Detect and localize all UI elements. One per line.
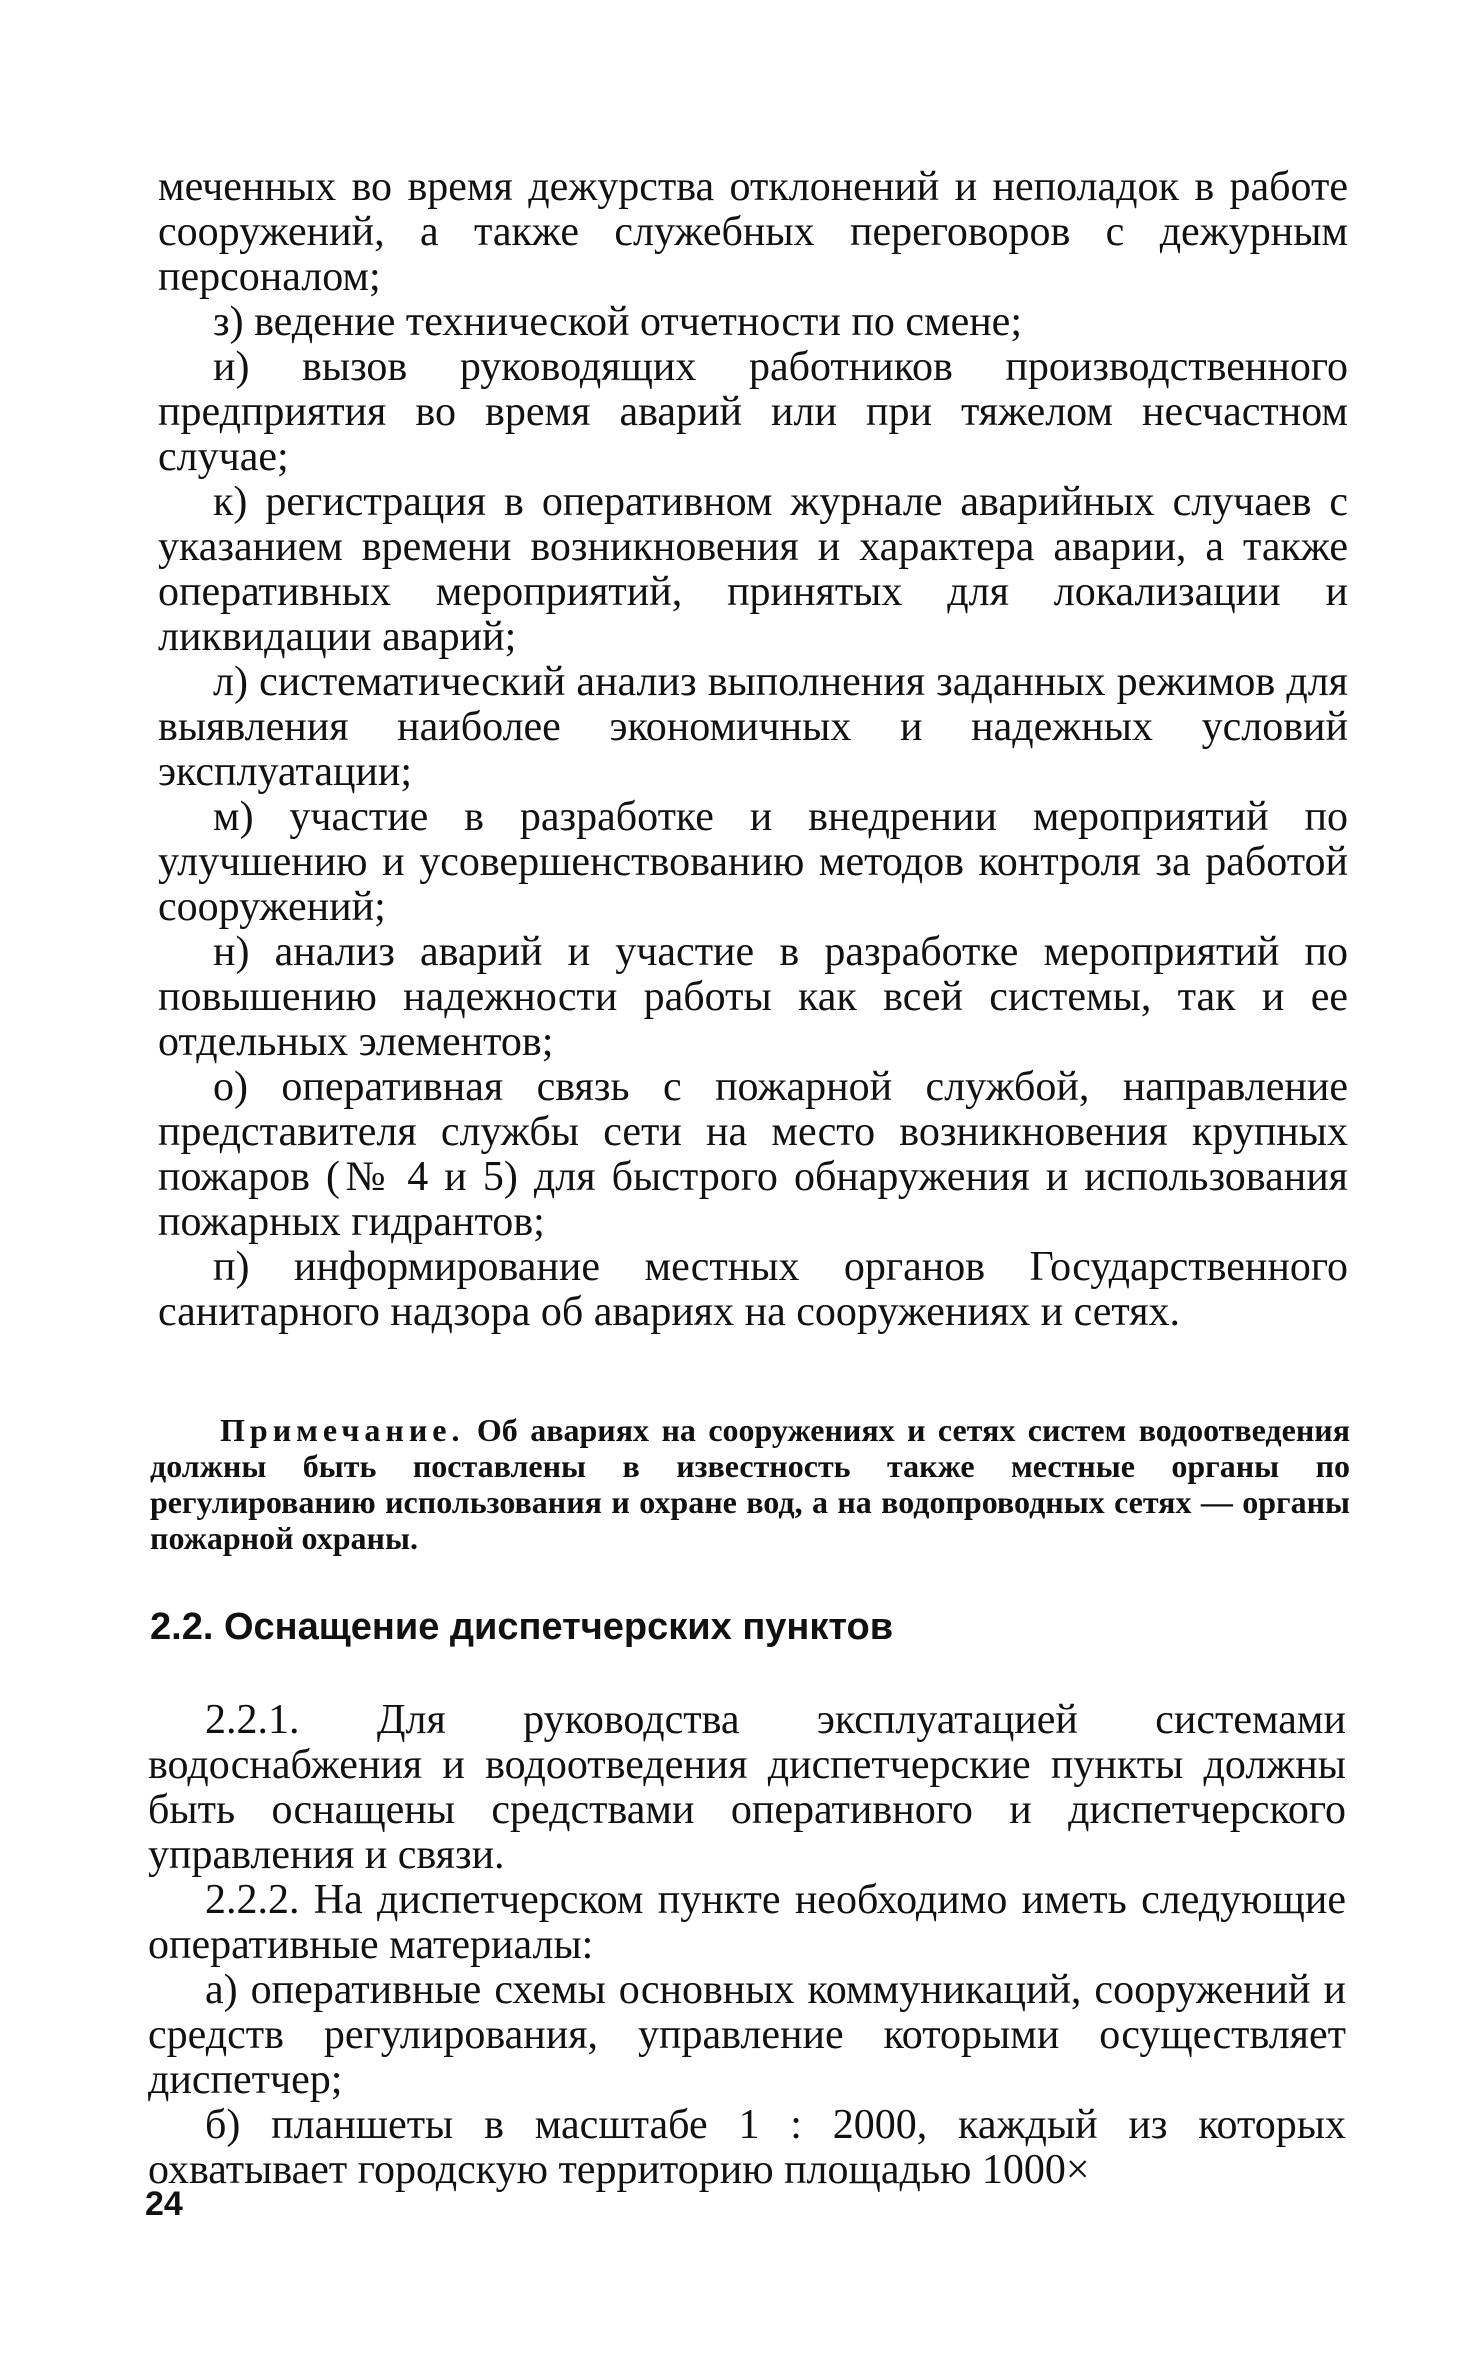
list-item-l: л) систематический анализ выполнения заданных режимов для выявления наиболее экономичных и надежных условий эксплуатации; xyxy=(158,659,1348,795)
list-item-n: н) анализ аварий и участие в разработке мероприятий по повышению надежности работы как всей системы, так и ее отдельных элементов; xyxy=(158,929,1348,1065)
section-list-item-a: а) оперативные схемы основных коммуникаций, сооружений и средств регулирования, управление которыми осуществляет диспетчер; xyxy=(148,1967,1346,2103)
section-title: 2.2. Оснащение диспетчерских пунктов xyxy=(150,1606,894,1648)
body-text xyxy=(158,165,1348,1335)
list-item-i: и) вызов руководящих работников производственного предприятия во время аварий или при тяжелом несчастном случае; xyxy=(158,344,1348,480)
list-item-o: о) оперативная связь с пожарной службой, направление представителя службы сети на место возникновения крупных пожаров (№ 4 и 5) для быстрого обнаружения и использования пожарных гидрантов; xyxy=(158,1064,1348,1245)
list-item-p: п) информирование местных органов Государственного санитарного надзора об авариях на сооружениях и сетях. xyxy=(158,1244,1348,1335)
list-item-z: з) ведение технической отчетности по смене; xyxy=(213,299,1022,345)
note-lead: Примечание. xyxy=(220,1412,465,1448)
section-list-item-b: б) планшеты в масштабе 1 : 2000, каждый из которых охватывает городскую территорию площадью 1000× xyxy=(148,2102,1346,2193)
note-text: Об авариях на сооружениях и сетях систем водоотведения должны быть поставлены в известность также местные органы по регулированию использования и охране вод, а на водопроводных сетях — органы пожарной охраны. xyxy=(150,1412,1351,1556)
section-paragraph-2-2-2: 2.2.2. На диспетчерском пункте необходимо иметь следующие оперативные материалы: xyxy=(148,1877,1346,1968)
list-item-m: м) участие в разработке и внедрении мероприятий по улучшению и усовершенствованию методов контроля за работой сооружений; xyxy=(158,794,1348,930)
note-block xyxy=(150,1412,1350,1556)
list-item-k: к) регистрация в оперативном журнале аварийных случаев с указанием времени возникновения и характера аварии, а также оперативных мероприятий, принятых для локализации и ликвидации аварий; xyxy=(158,479,1348,660)
section-text xyxy=(148,1698,1346,2193)
section-paragraph-2-2-1: 2.2.1. Для руководства эксплуатацией системами водоснабжения и водоотведения диспетчерские пункты должны быть оснащены средствами оперативного и диспетчерского управления и связи. xyxy=(148,1697,1346,1878)
paragraph-continuation: меченных во время дежурства отклонений и неполадок в работе сооружений, а также служебных переговоров с дежурным персоналом; xyxy=(158,164,1348,300)
page-number: 24 xyxy=(145,2185,183,2223)
